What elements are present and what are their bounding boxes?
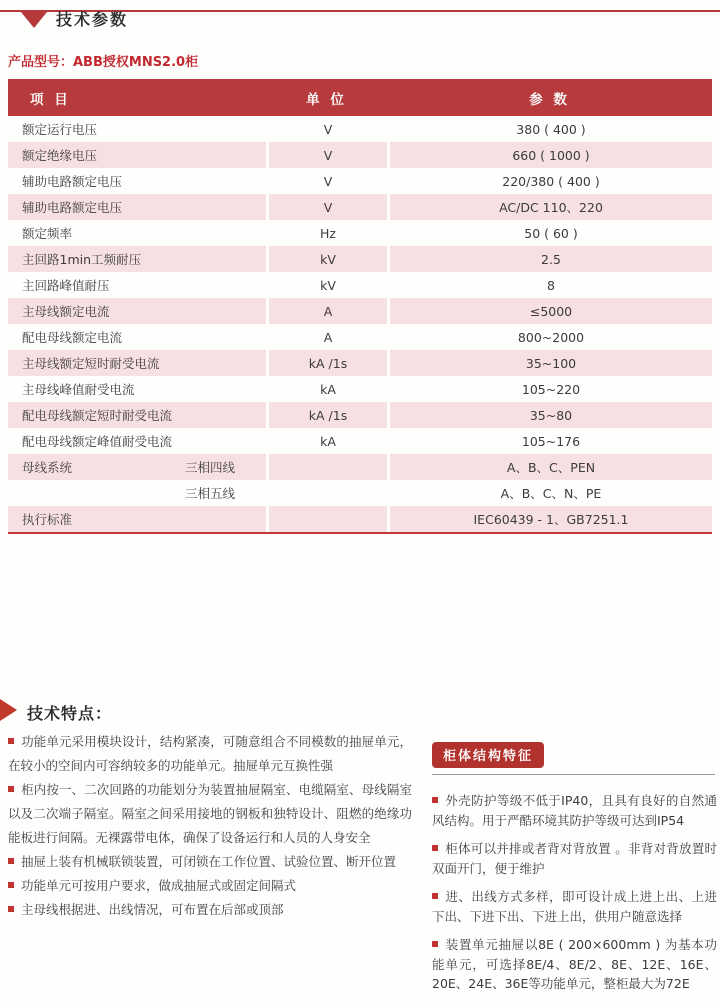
row-item-label: 额定频率 [22, 226, 73, 241]
feature-item: 功能单元可按用户要求，做成抽屉式或固定间隔式 [8, 874, 412, 898]
row-unit-value: kA [320, 381, 336, 397]
row-param-value: 35~80 [390, 402, 712, 428]
row-param-value: IEC60439 - 1、GB7251.1 [390, 506, 712, 532]
feature-item: 柜内按一、二次回路的功能划分为装置抽屉隔室、电缆隔室、母线隔室以及二次端子隔室。隔室之间采用接地的钢板和独特设计、阻燃的绝缘功能板进行间隔。无裸露带电体，确保了设备运行和人员的人身安全 [8, 782, 412, 845]
row-unit-value: A [269, 298, 387, 324]
row-param-value: A、B、C、N、PE [500, 486, 602, 501]
column-header-item: 项 目 [30, 91, 71, 108]
table-row [8, 168, 712, 194]
row-item-label: 主回路1min工频耐压 [22, 252, 142, 267]
bullet-square-icon [432, 941, 438, 947]
row-item-label: 辅助电路额定电压 [22, 174, 123, 189]
row-unit-value: V [269, 142, 387, 168]
bullet-square-icon [8, 906, 14, 912]
table-row [8, 116, 712, 142]
feature-item: 功能单元采用模块设计，结构紧凑，可随意组合不同模数的抽屉单元，在较小的空间内可容纳较多的功能单元。抽屉单元互换性强 [8, 734, 412, 773]
table-row [8, 376, 712, 402]
bullet-square-icon [8, 738, 14, 744]
feature-item: 抽屉上装有机械联锁装置，可闭锁在工作位置、试验位置、断开位置 [8, 850, 412, 874]
row-item-label: 母线系统 [22, 460, 73, 475]
table-row [8, 298, 712, 324]
row-item-label: 主母线额定短时耐受电流 [22, 356, 160, 371]
row-item-label: 主回路峰值耐压 [22, 278, 110, 293]
row-unit-value: kA /1s [269, 402, 387, 428]
table-row [8, 324, 712, 350]
row-unit-value: Hz [320, 225, 336, 241]
row-unit-value: V [323, 173, 333, 189]
table-row [8, 454, 712, 480]
table-row [8, 142, 712, 168]
row-unit-value [269, 454, 387, 480]
row-unit-value: kV [269, 246, 387, 272]
bullet-square-icon [432, 845, 438, 851]
feature-item: 装置单元抽屉以8E ( 200×600mm ) 为基本功能单元，可选择8E/4、8E/2、8E、12E、16E、20E、24E、36E等功能单元，整柜最大为72E [432, 937, 717, 991]
badge-underline [432, 774, 715, 775]
row-item-label: 辅助电路额定电压 [22, 200, 123, 215]
row-item-label: 额定运行电压 [22, 122, 98, 137]
row-param-value: 800~2000 [517, 329, 585, 345]
parameter-table [8, 79, 712, 534]
cabinet-list [432, 791, 717, 994]
bullet-square-icon [432, 893, 438, 899]
row-param-value: 35~100 [390, 350, 712, 376]
bullet-square-icon [8, 786, 14, 792]
feature-item: 外壳防护等级不低于IP40，且具有良好的自然通风结构。用于严酷环境其防护等级可达到IP54 [432, 793, 717, 828]
row-item-label: 配电母线额定短时耐受电流 [22, 408, 173, 423]
row-param-value: 660 ( 1000 ) [390, 142, 712, 168]
table-body [8, 116, 712, 532]
feature-item: 主母线根据进、出线情况，可布置在后部或顶部 [8, 898, 412, 922]
features-list [8, 730, 412, 922]
table-header-row [8, 79, 712, 116]
row-param-value: 105~220 [521, 381, 581, 397]
row-unit-value: A [323, 329, 333, 345]
row-item-label: 主母线峰值耐受电流 [22, 382, 135, 397]
row-param-value: 50 ( 60 ) [524, 225, 578, 241]
bullet-square-icon [432, 797, 438, 803]
row-param-value: ≤5000 [390, 298, 712, 324]
table-row [8, 246, 712, 272]
row-unit-value: kA [320, 433, 336, 449]
row-unit-value: V [269, 194, 387, 220]
product-model-label: 产品型号：ABB授权MNS2.0柜 [8, 55, 199, 70]
row-param-value: 2.5 [390, 246, 712, 272]
table-row [8, 506, 712, 532]
bullet-square-icon [8, 882, 14, 888]
table-row [8, 272, 712, 298]
triangle-down-icon [21, 12, 47, 28]
row-param-value: 380 ( 400 ) [516, 121, 586, 137]
feature-item: 进、出线方式多样，即可设计成上进上出、上进下出、下进下出、下进上出，供用户随意选择 [432, 889, 717, 924]
table-row [8, 194, 712, 220]
page-title: 技术参数 [56, 10, 129, 29]
cabinet-structure-panel [432, 742, 717, 1003]
row-item-label: 主母线额定电流 [22, 304, 110, 319]
row-unit-value: V [323, 121, 333, 137]
row-param-value: AC/DC 110、220 [390, 194, 712, 220]
row-sub-label: 三相四线 [185, 460, 236, 475]
row-item-label: 执行标准 [22, 512, 73, 527]
feature-item: 柜体可以并排或者背对背放置 。非背对背放置时双面开门，便于维护 [432, 841, 717, 876]
row-unit-value [269, 480, 387, 506]
triangle-right-icon [0, 699, 17, 721]
row-unit-value: kV [320, 277, 336, 293]
table-row [8, 350, 712, 376]
row-param-value: 105~176 [521, 433, 581, 449]
row-param-value: 220/380 ( 400 ) [502, 173, 600, 189]
row-param-value: 8 [547, 277, 555, 293]
table-row [8, 220, 712, 246]
features-title: 技术特点： [27, 704, 113, 723]
row-unit-value: kA /1s [269, 350, 387, 376]
bullet-square-icon [8, 858, 14, 864]
table-row [8, 402, 712, 428]
cabinet-structure-badge: 柜体结构特征 [432, 742, 544, 768]
column-header-param: 参 数 [529, 91, 570, 108]
table-row [8, 480, 712, 506]
table-row [8, 428, 712, 454]
row-item-label: 额定绝缘电压 [22, 148, 98, 163]
row-item-label: 配电母线额定电流 [22, 330, 123, 345]
row-param-value: A、B、C、PEN [390, 454, 712, 480]
row-unit-value [269, 506, 387, 532]
row-item-label: 配电母线额定峰值耐受电流 [22, 434, 173, 449]
row-sub-label: 三相五线 [185, 486, 236, 501]
column-header-unit: 单 位 [306, 91, 347, 108]
